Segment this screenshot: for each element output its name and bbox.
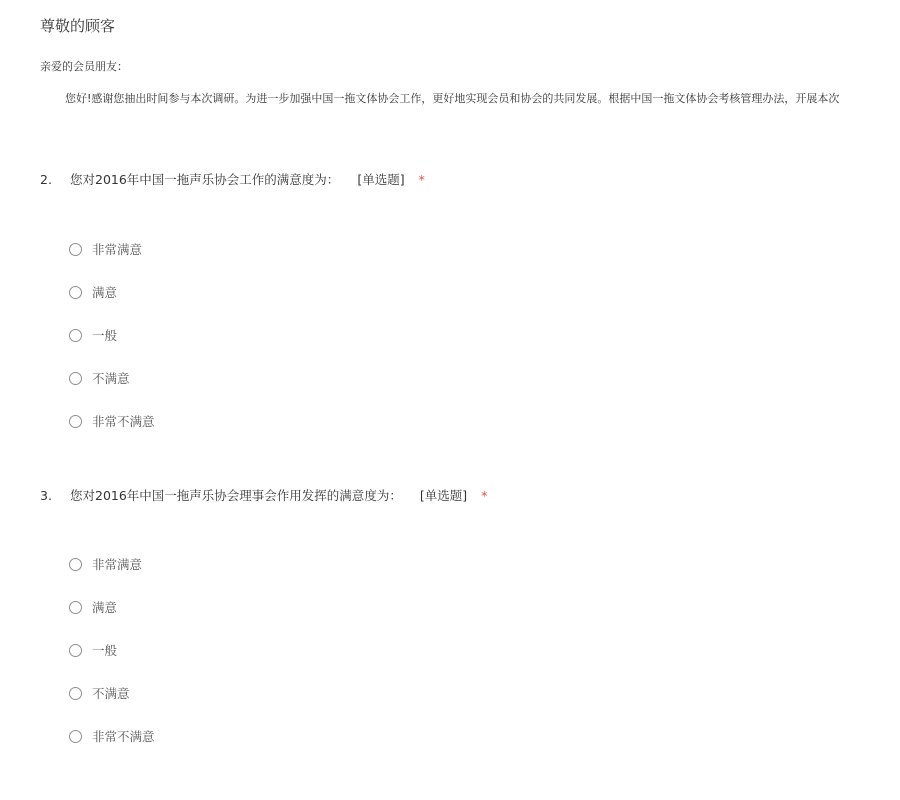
radio-button[interactable] [69, 687, 82, 700]
q2-option-neutral[interactable] [69, 326, 117, 344]
q3-option-neutral[interactable] [69, 641, 117, 659]
q2-option-satisfied[interactable] [69, 283, 117, 301]
radio-button[interactable] [69, 415, 82, 428]
required-mark: * [418, 172, 425, 187]
radio-button[interactable] [69, 730, 82, 743]
intro-text: 您好!感谢您抽出时间参与本次调研。为进一步加强中国一拖文体协会工作，更好地实现会员和协会的共同发展。根据中国一拖文体协会考核管理办法，开展本次 [65, 92, 840, 105]
option-label[interactable]: 不满意 [92, 371, 130, 386]
option-label[interactable]: 非常不满意 [92, 414, 155, 429]
option-label[interactable]: 满意 [92, 600, 118, 615]
question-text: 您对2016年中国一拖声乐协会工作的满意度为： [70, 172, 340, 187]
q3-option-very-dissatisfied[interactable] [69, 727, 155, 745]
q3-option-satisfied[interactable] [69, 598, 117, 616]
q3-option-very-satisfied[interactable] [69, 555, 142, 573]
question-type: [单选题] [419, 488, 468, 503]
q2-option-very-satisfied[interactable] [69, 240, 142, 258]
q2-option-dissatisfied[interactable] [69, 369, 130, 387]
question-2-title [40, 170, 425, 188]
q2-option-very-dissatisfied[interactable] [69, 412, 155, 430]
option-label[interactable]: 不满意 [92, 686, 130, 701]
option-label[interactable]: 非常满意 [92, 242, 143, 257]
radio-button[interactable] [69, 329, 82, 342]
radio-button[interactable] [69, 243, 82, 256]
question-number: 2. [40, 172, 52, 187]
radio-button[interactable] [69, 601, 82, 614]
option-label[interactable]: 一般 [92, 643, 118, 658]
greeting-text: 亲爱的会员朋友： [40, 60, 128, 73]
q3-option-dissatisfied[interactable] [69, 684, 130, 702]
radio-button[interactable] [69, 286, 82, 299]
option-label[interactable]: 非常满意 [92, 557, 143, 572]
required-mark: * [481, 488, 488, 503]
question-number: 3. [40, 488, 52, 503]
radio-button[interactable] [69, 558, 82, 571]
option-label[interactable]: 非常不满意 [92, 729, 155, 744]
option-label[interactable]: 满意 [92, 285, 118, 300]
page-title: 尊敬的顾客 [40, 17, 116, 35]
question-text: 您对2016年中国一拖声乐协会理事会作用发挥的满意度为： [70, 488, 402, 503]
question-type: [单选题] [357, 172, 405, 187]
question-3-title [40, 486, 487, 504]
radio-button[interactable] [69, 372, 82, 385]
option-label[interactable]: 一般 [92, 328, 118, 343]
radio-button[interactable] [69, 644, 82, 657]
